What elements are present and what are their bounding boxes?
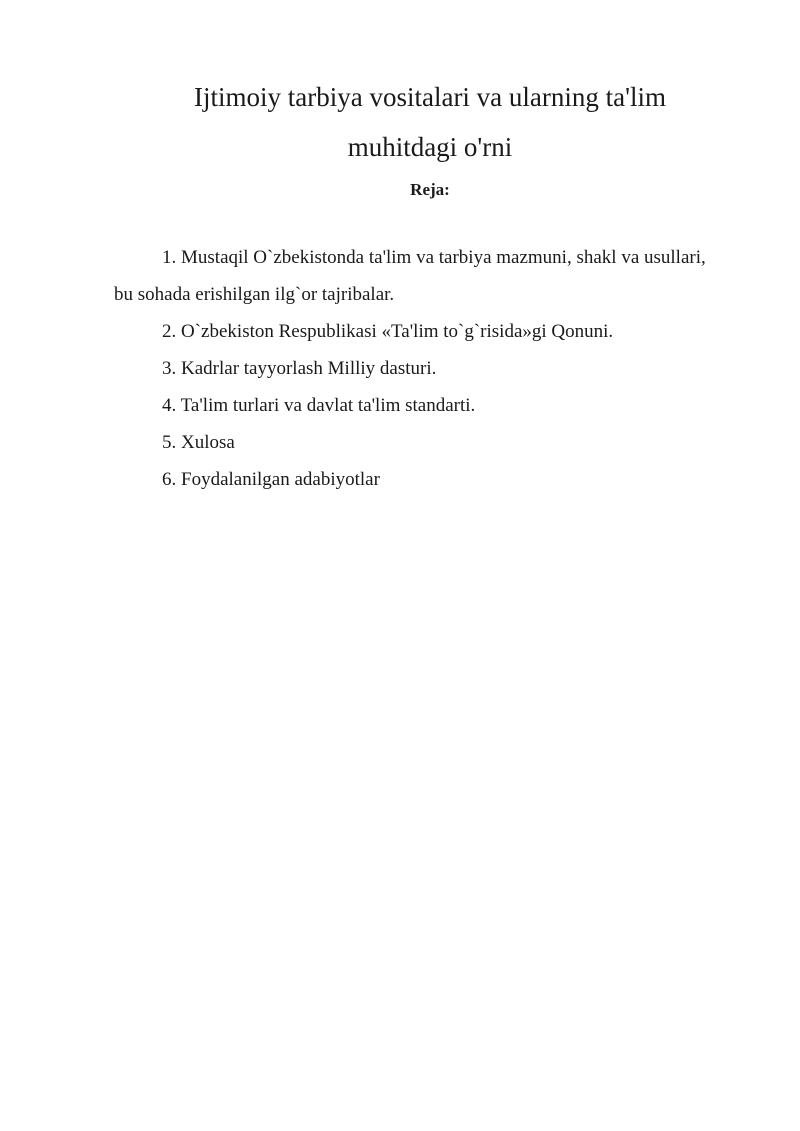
plan-item: 4. Ta'lim turlari va davlat ta'lim standarti. bbox=[162, 395, 476, 416]
plan-item: 6. Foydalanilgan adabiyotlar bbox=[162, 469, 380, 490]
plan-item: 1. Mustaqil O`zbekistonda ta'lim va tarbiya mazmuni, shakl va usullari, bu sohada erishilgan ilg`or tajribalar. bbox=[114, 247, 706, 305]
plan-item: 3. Kadrlar tayyorlash Milliy dasturi. bbox=[162, 358, 437, 379]
plan-list bbox=[114, 239, 714, 498]
title-line-2: muhitdagi o'rni bbox=[347, 132, 513, 162]
document-title bbox=[100, 72, 760, 172]
plan-item: 2. O`zbekiston Respublikasi «Ta'lim to`g`risida»gi Qonuni. bbox=[162, 321, 614, 342]
plan-item: 5. Xulosa bbox=[162, 432, 235, 453]
title-line-1: Ijtimoiy tarbiya vositalari va ularning ta'lim bbox=[194, 82, 666, 112]
plan-heading: Reja: bbox=[410, 180, 450, 199]
